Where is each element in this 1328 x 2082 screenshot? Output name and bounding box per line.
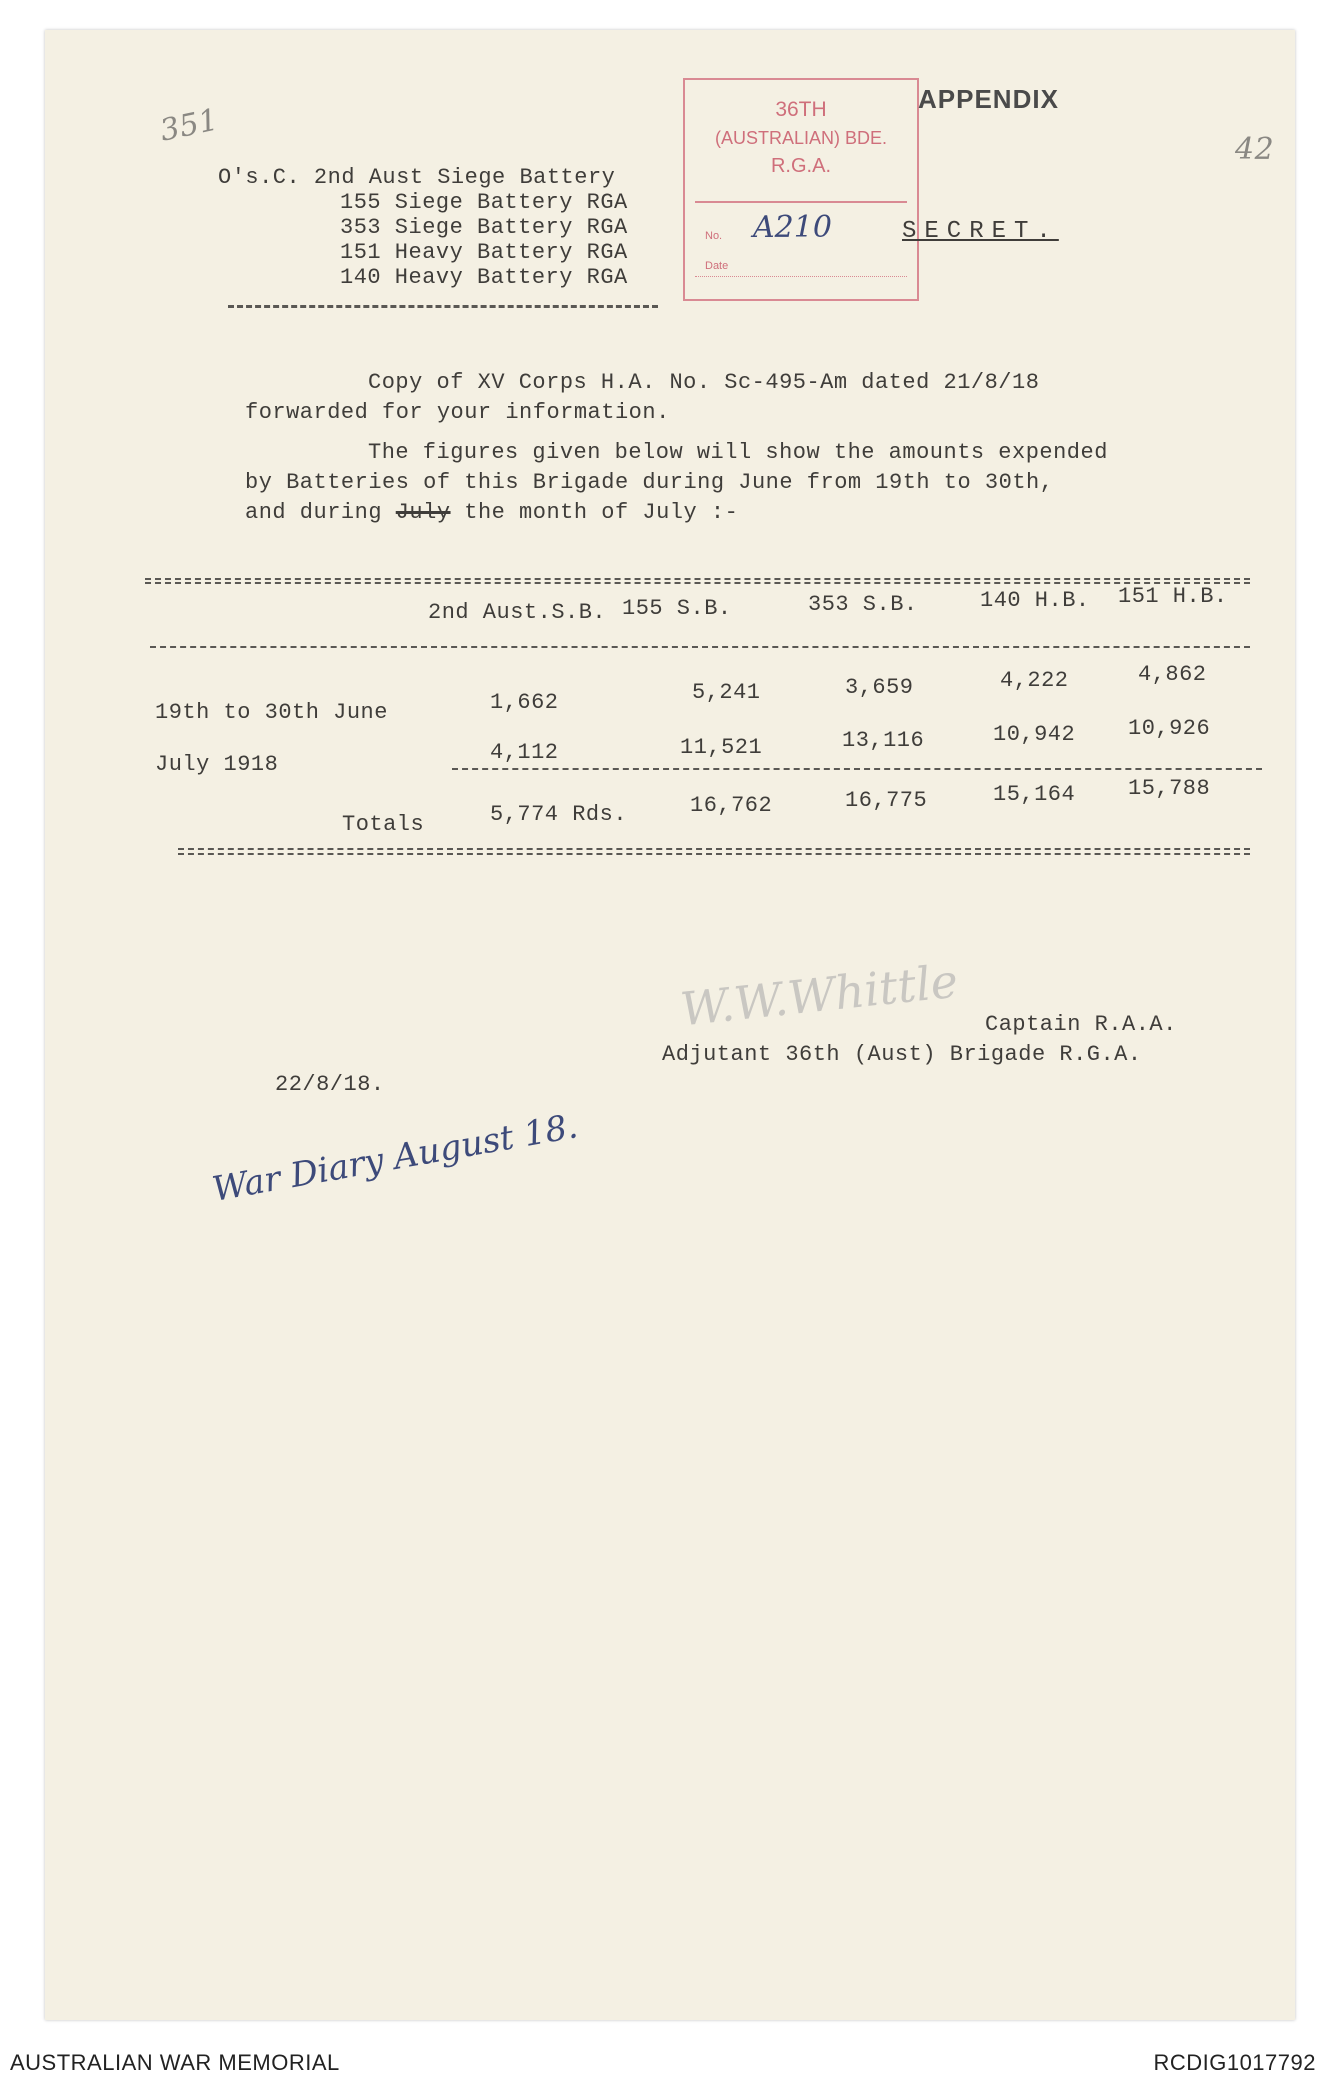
row2-val-1: 4,112 bbox=[490, 740, 559, 765]
addressee-underline bbox=[228, 305, 658, 308]
row2-label: July 1918 bbox=[155, 752, 279, 777]
para2-line1: The figures given below will show the amounts expended bbox=[368, 440, 1108, 465]
handwritten-annotation: War Diary August 18. bbox=[209, 1106, 581, 1210]
addressee-line-2: 155 Siege Battery RGA bbox=[340, 190, 628, 215]
row1-val-2: 5,241 bbox=[692, 680, 761, 705]
para2-line3-start: and during bbox=[245, 500, 383, 525]
totals-rule-2 bbox=[178, 853, 1250, 855]
addressee-line-1: O's.C. 2nd Aust Siege Battery bbox=[218, 165, 616, 190]
total-4: 15,164 bbox=[993, 782, 1076, 807]
row2-val-4: 10,942 bbox=[993, 722, 1076, 747]
col-header-4: 140 H.B. bbox=[980, 588, 1090, 613]
footer-source: AUSTRALIAN WAR MEMORIAL bbox=[10, 2050, 340, 2075]
sign-rank: Captain R.A.A. bbox=[985, 1012, 1177, 1037]
stamp-line2: (AUSTRALIAN) BDE. bbox=[714, 128, 888, 148]
row2-val-5: 10,926 bbox=[1128, 716, 1211, 741]
stamp-line3: R.G.A. bbox=[770, 155, 831, 177]
sign-title: Adjutant 36th (Aust) Brigade R.G.A. bbox=[662, 1042, 1142, 1067]
total-1: 5,774 Rds. bbox=[490, 802, 628, 827]
stamp-no-label: No. bbox=[705, 230, 723, 242]
para2-line3-end: the month of July :- bbox=[464, 500, 739, 525]
page-number: 351 bbox=[157, 102, 222, 149]
table-top-rule bbox=[145, 578, 1250, 580]
total-2: 16,762 bbox=[690, 793, 773, 818]
addressee-line-4: 151 Heavy Battery RGA bbox=[340, 240, 628, 265]
corner-mark: 42 bbox=[1235, 132, 1275, 167]
col-header-2: 155 S.B. bbox=[622, 596, 732, 621]
header-underline bbox=[150, 646, 1250, 648]
appendix-stamp: APPENDIX bbox=[918, 84, 1059, 114]
footer-id: RCDIG1017792 bbox=[1153, 2050, 1316, 2075]
row2-val-2: 11,521 bbox=[680, 735, 763, 760]
para1-line2: forwarded for your information. bbox=[245, 400, 670, 425]
addressee-line-5: 140 Heavy Battery RGA bbox=[340, 265, 628, 290]
col-header-5: 151 H.B. bbox=[1118, 584, 1228, 609]
total-3: 16,775 bbox=[845, 788, 928, 813]
row1-val-5: 4,862 bbox=[1138, 662, 1207, 687]
receipt-stamp bbox=[683, 78, 919, 301]
totals-rule-1 bbox=[178, 848, 1250, 850]
totals-label: Totals bbox=[342, 812, 425, 837]
para1-line1: Copy of XV Corps H.A. No. Sc-495-Am dated 21/8/18 bbox=[368, 370, 1040, 395]
col-header-3: 353 S.B. bbox=[808, 592, 918, 617]
row1-val-3: 3,659 bbox=[845, 675, 914, 700]
row1-val-1: 1,662 bbox=[490, 690, 559, 715]
stamp-no-value: A210 bbox=[753, 210, 832, 245]
document-date: 22/8/18. bbox=[275, 1072, 385, 1097]
row1-val-4: 4,222 bbox=[1000, 668, 1069, 693]
table-top-rule-2 bbox=[145, 582, 1250, 584]
para2-line3 bbox=[245, 500, 738, 525]
row2-underline bbox=[452, 768, 1262, 770]
stamp-line1: 36TH bbox=[775, 98, 827, 121]
signature: W.W.Whittle bbox=[677, 953, 961, 1037]
struck-word: July bbox=[395, 500, 451, 525]
col-header-1: 2nd Aust.S.B. bbox=[428, 600, 607, 625]
row1-label: 19th to 30th June bbox=[155, 700, 388, 725]
para2-line2: by Batteries of this Brigade during June from 19th to 30th, bbox=[245, 470, 1054, 495]
stamp-date-label: Date bbox=[705, 260, 729, 272]
row2-val-3: 13,116 bbox=[842, 728, 925, 753]
classification: SECRET. bbox=[902, 218, 1059, 245]
addressee-line-3: 353 Siege Battery RGA bbox=[340, 215, 628, 240]
total-5: 15,788 bbox=[1128, 776, 1211, 801]
